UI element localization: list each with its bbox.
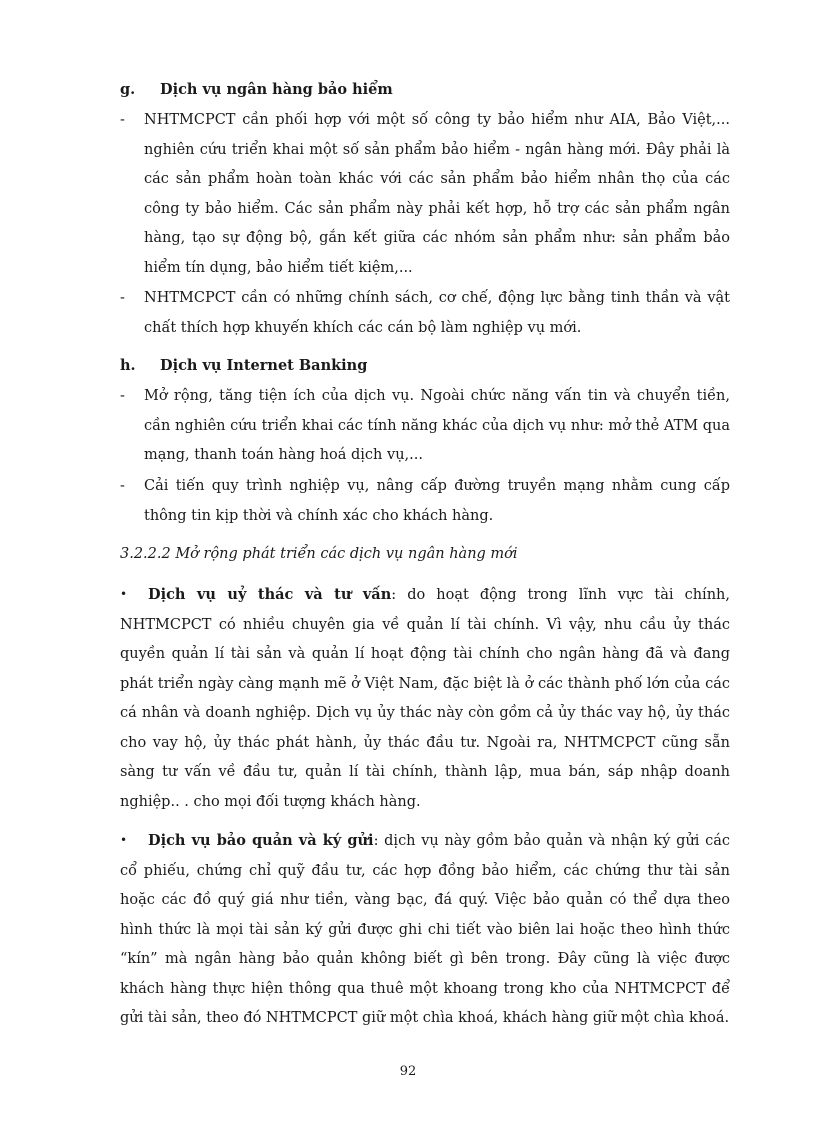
section-h-heading — [120, 356, 740, 376]
section-g-bullet-2-text: NHTMCPCT cần có những chính sách, cơ chế, động lực bằng tinh thần và vật chất thích hợp khuyến khích các cán bộ làm nghiệp vụ mới. — [144, 290, 730, 336]
bullet-dot: • — [120, 833, 128, 847]
paragraph-custody — [120, 826, 730, 1034]
section-g-bullet-1: - NHTMCPCT cần phối hợp với một số công ty bảo hiểm như AIA, Bảo Việt,... nghiên cứu triển khai một số sản phẩm bảo hiểm - ngân hàng mới. Đây phải là các sản phẩm hoàn toàn khác với các sản phẩm bảo hiểm nhân thọ của các công ty bảo hiểm. Các sản phẩm này phải kết hợp, hỗ trợ các sản phẩm ngân hàng, tạo sự động bộ, gắn kết giữa các nhóm sản phẩm như: sản phẩm bảo hiểm tín dụng, bảo hiểm tiết kiệm,... — [120, 106, 730, 283]
page-number: 92 — [399, 1064, 417, 1079]
section-h-bullet-2-text: Cải tiến quy trình nghiệp vụ, nâng cấp đường truyền mạng nhằm cung cấp thông tin kịp thời và chính xác cho khách hàng. — [144, 478, 730, 524]
section-g-title: Dịch vụ ngân hàng bảo hiểm — [160, 81, 393, 98]
section-h-bullet-2: - Cải tiến quy trình nghiệp vụ, nâng cấp đường truyền mạng nhằm cung cấp thông tin kịp thời và chính xác cho khách hàng. — [120, 472, 730, 531]
paragraph-body: : do hoạt động trong lĩnh vực tài chính, NHTMCPCT có nhiều chuyên gia về quản lí tài chính. Vì vậy, nhu cầu ủy thác quyền quản lí tài sản và quản lí hoạt động tài chính cho ngân hàng đã và đang phát triển ngày càng mạnh mẽ ở Việt Nam, đặc biệt là ở các thành phố lớn của các cá nhân và doanh nghiệp. Dịch vụ ủy thác này còn gồm cả ủy thác vay hộ, ủy thác cho vay hộ, ủy thác phát hành, ủy thác đầu tư. Ngoài ra, NHTMCPCT cũng sẵn sàng tư vấn về đầu tư, quản lí tài chính, thành lập, mua bán, sáp nhập doanh nghiệp.. . cho mọi đối tượng khách hàng. — [120, 587, 730, 810]
paragraph-lead: Dịch vụ bảo quản và ký gửi — [148, 832, 374, 849]
section-h-title: Dịch vụ Internet Banking — [160, 357, 368, 374]
section-h-bullet-1-text: Mở rộng, tăng tiện ích của dịch vụ. Ngoài chức năng vấn tin và chuyển tiền, cần nghiên cứu triển khai các tính năng khác của dịch vụ như: mở thẻ ATM qua mạng, thanh toán hàng hoá dịch vụ,... — [144, 388, 730, 463]
section-g-heading — [120, 80, 740, 100]
section-h-letter: h. — [120, 357, 136, 374]
paragraph-body: : dịch vụ này gồm bảo quản và nhận ký gửi các cổ phiếu, chứng chỉ quỹ đầu tư, các hợp đồng bảo hiểm, các chứng thư tài sản hoặc các đồ quý giá như tiền, vàng bạc, đá quý. Việc bảo quản có thể dựa theo hình thức là mọi tài sản ký gửi được ghi chi tiết vào biên lai hoặc theo hình thức “kín” mà ngân hàng bảo quản không biết gì bên trong. Đây cũng là việc được khách hàng thực hiện thông qua thuê một khoang trong kho của NHTMCPCT để gửi tài sản, theo đó NHTMCPCT giữ một chìa khoá, khách hàng giữ một chìa khoá. — [120, 833, 731, 1026]
section-h-bullet-1: - Mở rộng, tăng tiện ích của dịch vụ. Ngoài chức năng vấn tin và chuyển tiền, cần nghiên cứu triển khai các tính năng khác của dịch vụ như: mở thẻ ATM qua mạng, thanh toán hàng hoá dịch vụ,... — [120, 382, 730, 471]
section-g-letter: g. — [120, 81, 136, 98]
paragraph-trust-advisory — [120, 580, 730, 817]
paragraph-lead: Dịch vụ uỷ thác và tư vấn — [148, 586, 392, 603]
bullet-dot: • — [120, 587, 128, 601]
section-g-bullet-2: - NHTMCPCT cần có những chính sách, cơ chế, động lực bằng tinh thần và vật chất thích hợp khuyến khích các cán bộ làm nghiệp vụ mới. — [120, 284, 730, 343]
section-g-bullet-1-text: NHTMCPCT cần phối hợp với một số công ty bảo hiểm như AIA, Bảo Việt,... nghiên cứu triển khai một số sản phẩm bảo hiểm - ngân hàng mới. Đây phải là các sản phẩm hoàn toàn khác với các sản phẩm bảo hiểm nhân thọ của các công ty bảo hiểm. Các sản phẩm này phải kết hợp, hỗ trợ các sản phẩm ngân hàng, tạo sự động bộ, gắn kết giữa các nhóm sản phẩm như: sản phẩm bảo hiểm tín dụng, bảo hiểm tiết kiệm,... — [144, 112, 730, 276]
subsection-title: 3.2.2.2 Mở rộng phát triển các dịch vụ ngân hàng mới — [120, 546, 518, 562]
